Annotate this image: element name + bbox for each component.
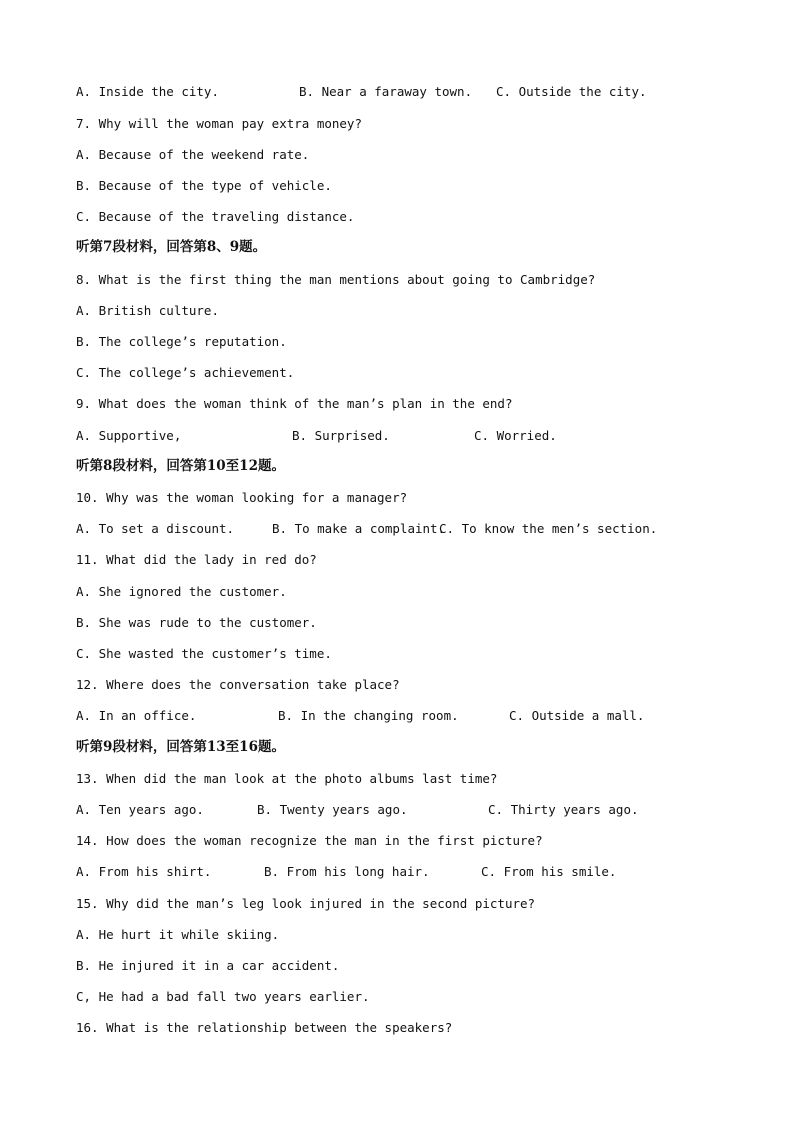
q12-option-b: B. In the changing room. (278, 708, 459, 723)
q8-option-c: C. The college’s achievement. (76, 365, 295, 380)
section-9-heading: 听第9段材料，回答第13至16题。 (76, 739, 285, 755)
q8-option-a: A. British culture. (76, 303, 219, 318)
q7-option-c: C. Because of the traveling distance. (76, 209, 355, 224)
q13-option-c: C. Thirty years ago. (488, 802, 639, 817)
q6-option-a: A. Inside the city. (76, 84, 219, 99)
q9-question: 9. What does the woman think of the man’s plan in the end? (76, 396, 513, 411)
q11-question: 11. What did the lady in red do? (76, 552, 317, 567)
q6-options-row (76, 84, 716, 100)
q6-option-b: B. Near a faraway town. (299, 84, 473, 99)
q8-option-b: B. The college’s reputation. (76, 334, 287, 349)
q7-option-b: B. Because of the type of vehicle. (76, 178, 332, 193)
q7-option-a: A. Because of the weekend rate. (76, 147, 310, 162)
q11-option-b: B. She was rude to the customer. (76, 615, 317, 630)
q13-option-a: A. Ten years ago. (76, 802, 204, 817)
q16-question: 16. What is the relationship between the speakers? (76, 1020, 453, 1035)
q9-option-a: A. Supportive, (76, 428, 182, 443)
q13-options-row (76, 802, 716, 818)
section-7-heading: 听第7段材料，回答第8、9题。 (76, 239, 267, 255)
q12-question: 12. Where does the conversation take place? (76, 677, 400, 692)
q12-option-a: A. In an office. (76, 708, 197, 723)
q15-option-c: C, He had a bad fall two years earlier. (76, 989, 370, 1004)
q6-option-c: C. Outside the city. (496, 84, 647, 99)
q14-option-c: C. From his smile. (481, 864, 617, 879)
q14-option-b: B. From his long hair. (264, 864, 430, 879)
q10-option-a: A. To set a discount. (76, 521, 235, 536)
q9-option-b: B. Surprised. (292, 428, 390, 443)
q15-option-a: A. He hurt it while skiing. (76, 927, 280, 942)
q13-option-b: B. Twenty years ago. (257, 802, 408, 817)
q10-question: 10. Why was the woman looking for a manager? (76, 490, 408, 505)
q11-option-c: C. She wasted the customer’s time. (76, 646, 332, 661)
q14-question: 14. How does the woman recognize the man in the first picture? (76, 833, 543, 848)
q7-question: 7. Why will the woman pay extra money? (76, 116, 362, 131)
q9-option-c: C. Worried. (474, 428, 557, 443)
section-8-heading: 听第8段材料，回答第10至12题。 (76, 458, 285, 474)
q14-options-row (76, 864, 716, 880)
q14-option-a: A. From his shirt. (76, 864, 212, 879)
q15-question: 15. Why did the man’s leg look injured in the second picture? (76, 896, 536, 911)
q15-option-b: B. He injured it in a car accident. (76, 958, 340, 973)
q13-question: 13. When did the man look at the photo albums last time? (76, 771, 498, 786)
q12-option-c: C. Outside a mall. (509, 708, 645, 723)
q9-options-row (76, 428, 716, 444)
q10-options-row (76, 521, 716, 537)
q10-option-b: B. To make a complaint. (272, 521, 446, 536)
q11-option-a: A. She ignored the customer. (76, 584, 287, 599)
q8-question: 8. What is the first thing the man mentions about going to Cambridge? (76, 272, 596, 287)
q12-options-row (76, 708, 716, 724)
q10-option-c: C. To know the men’s section. (439, 521, 658, 536)
